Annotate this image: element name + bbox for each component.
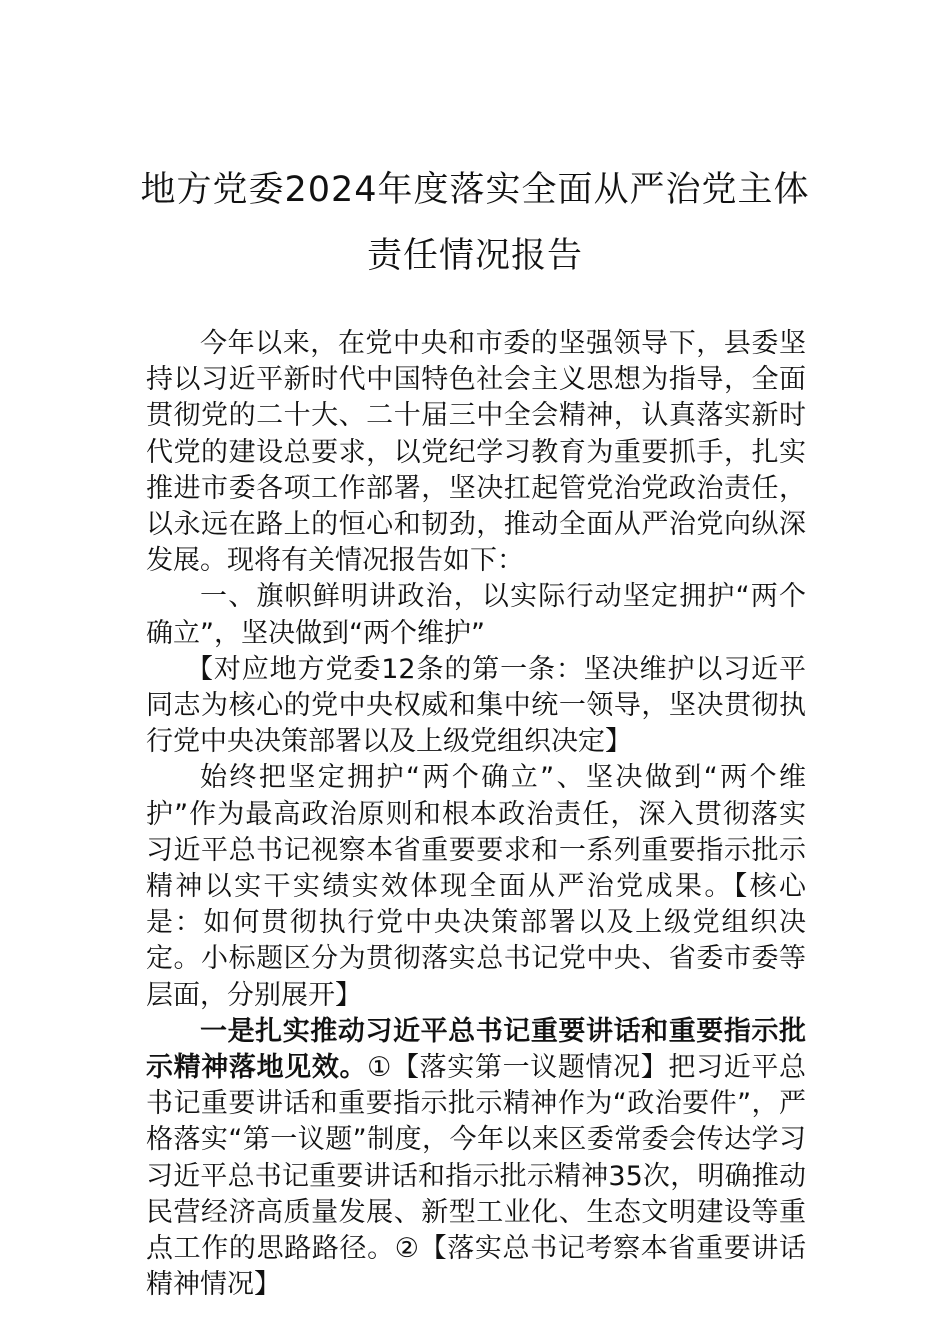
section-1-heading: 一、旗帜鲜明讲政治，以实际行动坚定拥护“两个确立”，坚决做到“两个维护” xyxy=(146,581,806,649)
section-1-body: 始终把坚定拥护“两个确立”、坚决做到“两个维护”作为最高政治原则和根本政治责任，深入贯彻落实习近平总书记视察本省重要要求和一系列重要指示批示精神以实干实绩实效体现全面从严治党成果。【核心是：如何贯彻执行党中央决策部署以及上级党组织决定。小标题区分为贯彻落实总书记党中央、省委市委等层面，分别展开】 xyxy=(146,762,806,1011)
section-1-note: 【对应地方党委12条的第一条：坚决维护以习近平同志为核心的党中央权威和集中统一领导，坚决贯彻执行党中央决策部署以及上级党组织决定】 xyxy=(146,653,806,758)
document-title-line-2: 责任情况报告 xyxy=(366,236,583,276)
point-1-text: ①【落实第一议题情况】把习近平总书记重要讲话和重要指示批示精神作为“政治要件”，严格落实“第一议题”制度，今年以来区委常委会传达学习习近平总书记重要讲话和指示批示精神35次，明确推动民营经济高质量发展、新型工业化、生态文明建设等重点工作的思路路径。②【落实总书记考察本省重要讲话精神情况】 xyxy=(146,1052,807,1301)
intro-paragraph: 今年以来，在党中央和市委的坚强领导下，县委坚持以习近平新时代中国特色社会主义思想为指导，全面贯彻党的二十大、二十届三中全会精神，认真落实新时代党的建设总要求，以党纪学习教育为重要抓手，扎实推进市委各项工作部署，坚决扛起管党治党政治责任，以永远在路上的恒心和韧劲，推动全面从严治党向纵深发展。现将有关情况报告如下： xyxy=(146,328,806,577)
document-title-line-1: 地方党委2024年度落实全面从严治党主体 xyxy=(140,170,810,210)
point-1-bold-lead: 一是扎实推动习近平总书记重要讲话和重要指示批示精神落地见效。 xyxy=(146,1015,806,1084)
point-1-paragraph xyxy=(146,1014,806,1304)
document-body xyxy=(146,326,806,1303)
